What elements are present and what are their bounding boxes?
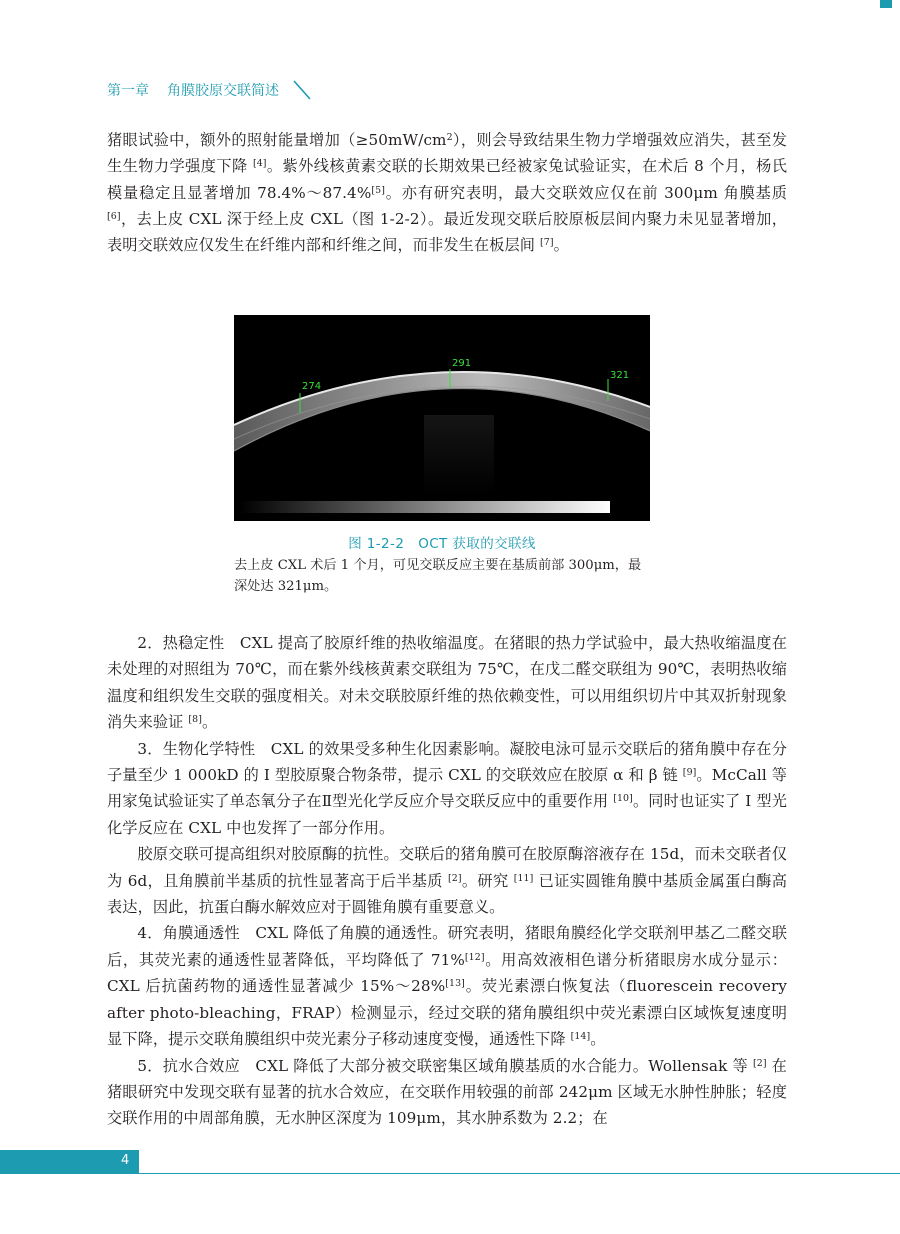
paragraph-collagenase: 胶原交联可提高组织对胶原酶的抗性。交联后的猪角膜可在胶原酶溶液存在 15d，而未交联者仅为 6d，且角膜前半基质的抗性显著高于后半基质 [2]。研究 [11] 已证实圆锥角膜中基质金属蛋白酶高表达，因此，抗蛋白酶水解效应对于圆锥角膜有重要意义。 [107, 845, 787, 917]
measurement-label: 321 [610, 370, 630, 381]
body-text-block [107, 630, 787, 1132]
paragraph-permeability: 4．角膜通透性 CXL 降低了角膜的通透性。研究表明，猪眼角膜经化学交联剂甲基乙二醛交联后，其荧光素的通透性显著降低，平均降低了 71%[12]。用高效液相色谱分析猪眼房水成分显示：CXL 后抗菌药物的通透性显著减少 15%～28%[13]。荧光素漂白恢复法（fluorescein recovery after photo-bleaching，FRAP）检测显示，经过交联的猪角膜组织中荧光素漂白区域恢复速度明显下降，提示交联角膜组织中荧光素分子移动速度变慢，通透性下降 [14]。 [107, 924, 788, 1049]
top-paragraph-block [107, 127, 787, 258]
section-heading: 3．生物化学特性 [137, 739, 256, 758]
oct-figure-image [234, 315, 650, 521]
corner-color-mark [880, 0, 892, 8]
paragraph-biochemical: 3．生物化学特性 CXL 的效果受多种生化因素影响。凝胶电泳可显示交联后的猪角膜中存在分子量至少 1 000kD 的 I 型胶原聚合物条带，提示 CXL 的交联效应在胶原 α 和 β 链 [9]。McCall 等用家兔试验证实了单态氧分子在Ⅱ型光化学反应介导交联反应中的重要作用 [10]。同时也证实了 I 型光化学反应在 CXL 中也发挥了一部分作用。 [107, 739, 788, 837]
paragraph-thermal-stability: 2．热稳定性 CXL 提高了胶原纤维的热收缩温度。在猪眼的热力学试验中，最大热收缩温度在未处理的对照组为 70℃，而在紫外线核黄素交联组为 75℃，在戊二醛交联组为 90℃，表明热收缩温度和组织发生交联的强度相关。对未交联胶原纤维的热依赖变性，可以用组织切片中其双折射现象消失来验证 [8]。 [107, 634, 788, 732]
citation-ref: [9] [682, 766, 697, 778]
citation-ref: [13] [445, 978, 465, 990]
measurement-label: 291 [452, 358, 472, 369]
footer-rule [0, 1173, 900, 1174]
figure-note: 去上皮 CXL 术后 1 个月，可见交联反应主要在基质前部 300μm，最深处达 321μm。 [234, 558, 642, 594]
citation-ref: [4] [252, 158, 267, 170]
running-header [107, 78, 313, 102]
header-slash-icon [291, 79, 313, 101]
citation-ref: [12] [464, 951, 485, 963]
citation-ref: [7] [540, 237, 554, 249]
superscript: 2 [446, 131, 453, 143]
citation-ref: [5] [371, 184, 385, 196]
citation-ref: [8] [188, 714, 202, 726]
citation-ref: [10] [613, 793, 633, 805]
citation-ref: [11] [513, 872, 534, 884]
citation-ref: [2] [448, 872, 462, 884]
chapter-title: 角膜胶原交联简述 [167, 83, 279, 99]
page-number: 4 [121, 1153, 130, 1168]
chapter-number: 第一章 [107, 83, 149, 99]
citation-ref: [14] [570, 1030, 591, 1042]
section-heading: 2．热稳定性 [137, 634, 225, 652]
figure-caption: 图 1-2-2 OCT 获取的交联线 [348, 536, 536, 552]
paragraph-anti-hydration: 5．抗水合效应 CXL 降低了大部分被交联密集区域角膜基质的水合能力。Wollensak 等 [2] 在猪眼研究中发现交联有显著的抗水合效应，在交联作用较强的前部 242μm 区域无水肿性肿胀；轻度交联作用的中周部角膜，无水肿区深度为 109μm，其水肿系数为 2.2；在 [107, 1056, 787, 1128]
measurement-label: 274 [302, 381, 322, 392]
section-heading: 5．抗水合效应 [137, 1056, 240, 1075]
citation-ref: [6] [107, 210, 121, 222]
section-heading: 4．角膜通透性 [137, 924, 240, 943]
citation-ref: [2] [752, 1057, 767, 1069]
page-number-tab [0, 1150, 139, 1174]
paragraph-continued: 猪眼试验中，额外的照射能量增加$(\ge 50mW/cm^2)$，则会导致结果生物力学增强效应消失，甚至发生生物力学强度下降 [4]。紫外线核黄素交联的长期效果已经被家兔试验证实，在术后 8 个月，杨氏模量稳定且显著增加 78.4%～87.4%[5]。亦有研究表明，最大交联效应仅在前 300μm 角膜基质 [6]，去上皮 CXL 深于经上皮 CXL（图 1-2-2）。最近发现交联后胶原板层间内聚力未见显著增加，表明交联效应仅发生在纤维内部和纤维之间，而非发生在板层间 [7]。 [107, 131, 788, 255]
